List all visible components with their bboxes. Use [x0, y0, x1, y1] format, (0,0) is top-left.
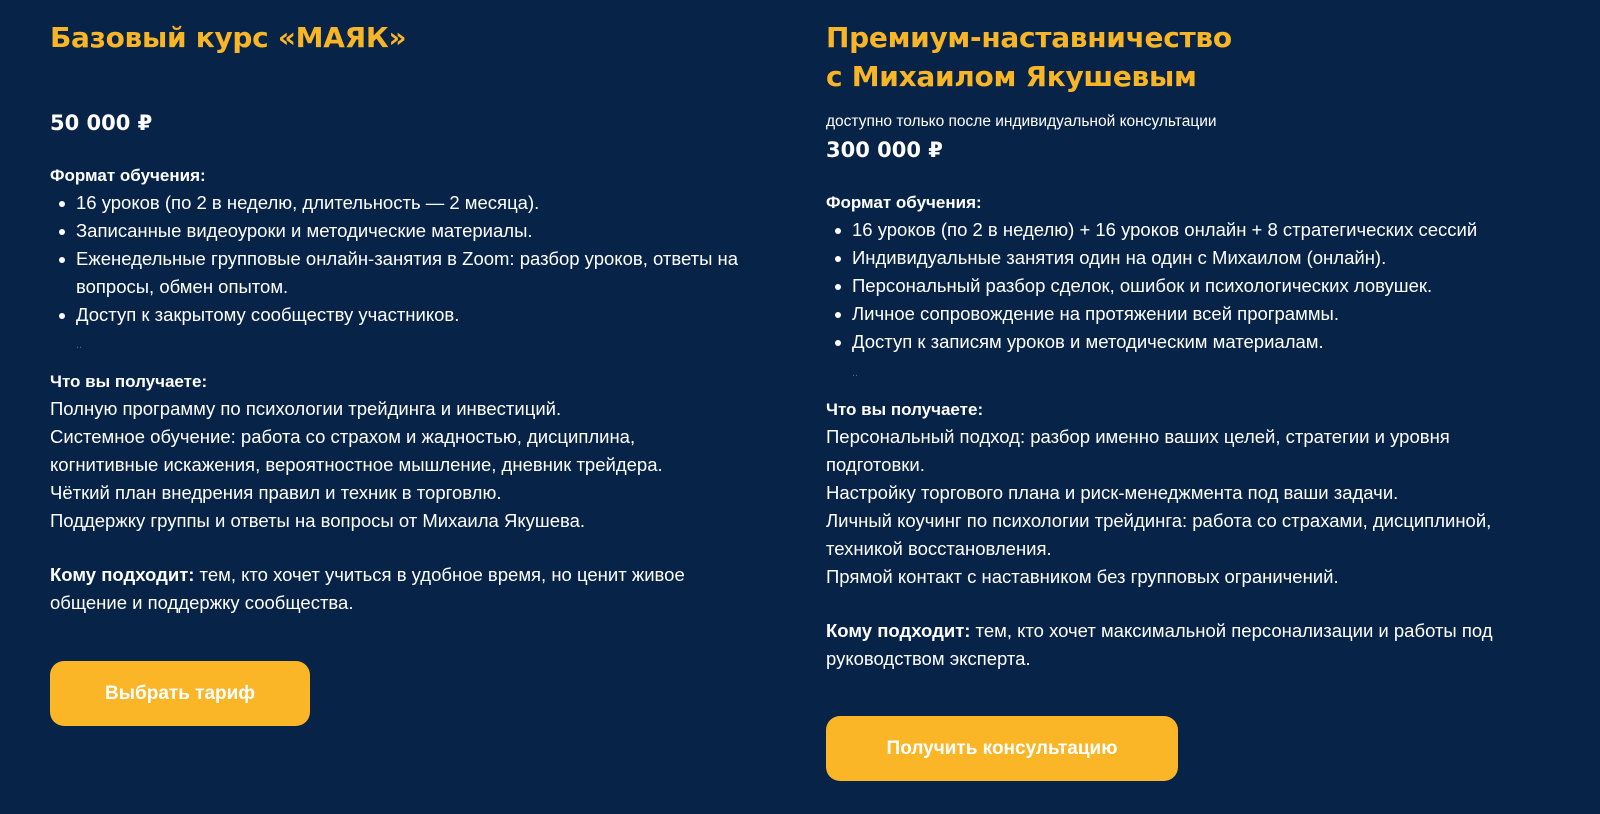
benefit-item: Персональный подход: разбор именно ваших целей, стратегии и уровня подготовки.	[826, 426, 1450, 475]
list-item: Доступ к закрытому сообществу участников.	[50, 301, 780, 329]
benefits-label: Что вы получаете:	[50, 372, 208, 391]
benefit-item: Полную программу по психологии трейдинга и инвестиций.	[50, 398, 562, 419]
plan-title-line: Базовый курс «МАЯК»	[50, 21, 407, 54]
benefit-item: Чёткий план внедрения правил и техник в торговлю.	[50, 482, 502, 503]
format-label: Формат обучения:	[826, 193, 982, 212]
suits-description: тем, кто хочет максимальной персонализации и работы под руководством эксперта.	[826, 620, 1493, 669]
benefits-list	[50, 395, 730, 535]
list-item: Персональный разбор сделок, ошибок и психологических ловушек.	[826, 272, 1566, 300]
benefit-item: Настройку торгового плана и риск-менеджмента под ваши задачи.	[826, 482, 1399, 503]
plan-price: 50 000 ₽	[50, 111, 153, 135]
list-item: Еженедельные групповые онлайн-занятия в Zoom: разбор уроков, ответы на вопросы, обмен опытом.	[50, 245, 780, 301]
benefit-item: Личный коучинг по психологии трейдинга: работа со страхами, дисциплиной, техникой восстановления.	[826, 510, 1492, 559]
plan-title	[50, 18, 780, 57]
plan-title	[826, 18, 1566, 96]
plan-title-line: с Михаилом Якушевым	[826, 60, 1197, 93]
list-item: 16 уроков (по 2 в неделю, длительность — 2 месяца).	[50, 189, 780, 217]
format-label: Формат обучения:	[50, 166, 206, 185]
suits-label: Кому подходит:	[826, 620, 971, 641]
plan-price: 300 000 ₽	[826, 138, 943, 162]
plan-title-line: Премиум-наставничество	[826, 21, 1232, 54]
list-item: 16 уроков (по 2 в неделю) + 16 уроков онлайн + 8 стратегических сессий	[826, 216, 1566, 244]
ellipsis-marker: ..	[852, 367, 859, 379]
benefit-item: Системное обучение: работа со страхом и жадностью, дисциплина, когнитивные искажения, вероятностное мышление, дневник трейдера.	[50, 426, 663, 475]
suits-label: Кому подходит:	[50, 564, 195, 585]
choose-plan-button[interactable]: Выбрать тариф	[50, 661, 310, 726]
ellipsis-marker: ..	[76, 339, 83, 351]
list-item: Доступ к записям уроков и методическим материалам.	[826, 328, 1566, 356]
suits-text	[826, 617, 1546, 673]
suits-description: тем, кто хочет учиться в удобное время, но ценит живое общение и поддержку сообщества.	[50, 564, 685, 613]
benefit-item: Прямой контакт с наставником без групповых ограничений.	[826, 566, 1339, 587]
benefit-item: Поддержку группы и ответы на вопросы от Михаила Якушева.	[50, 510, 586, 531]
benefits-label: Что вы получаете:	[826, 400, 984, 419]
list-item: Записанные видеоуроки и методические материалы.	[50, 217, 780, 245]
format-list	[826, 216, 1566, 356]
suits-text	[50, 561, 730, 617]
availability-note: доступно только после индивидуальной консультации	[826, 113, 1217, 130]
list-item: Личное сопровождение на протяжении всей программы.	[826, 300, 1566, 328]
format-list	[50, 189, 780, 329]
get-consultation-button[interactable]: Получить консультацию	[826, 716, 1178, 781]
benefits-list	[826, 423, 1546, 591]
list-item: Индивидуальные занятия один на один с Михаилом (онлайн).	[826, 244, 1566, 272]
